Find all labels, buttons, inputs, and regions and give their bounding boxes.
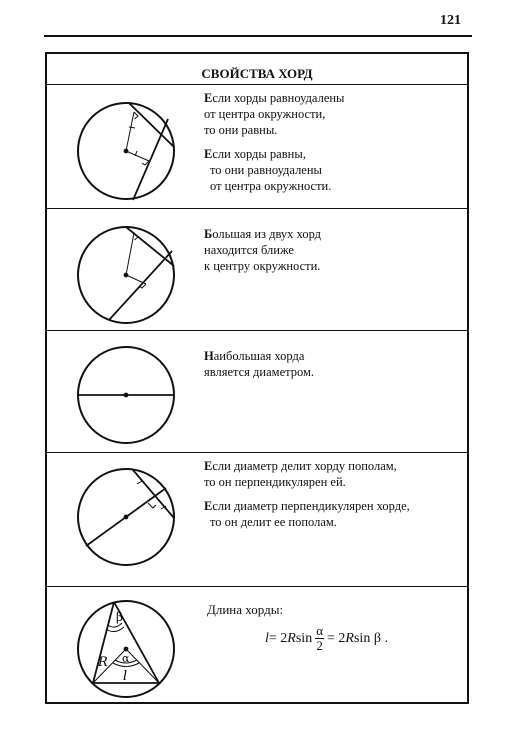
text-line: от центра окружности, (204, 107, 326, 121)
row2-paragraph1 (204, 226, 321, 274)
page-number: 121 (440, 13, 461, 28)
row-divider (47, 586, 467, 587)
row1-text (204, 90, 344, 202)
row-divider (47, 452, 467, 453)
text-line: сли хорды равны, (212, 147, 306, 161)
initial-letter: Е (204, 147, 213, 161)
formula-l: l (265, 630, 269, 646)
text-line: аибольшая хорда (213, 349, 305, 363)
row3-paragraph1 (204, 348, 314, 380)
formula-fraction (315, 624, 324, 653)
initial-letter: Б (204, 227, 213, 241)
chord-length-formula (265, 624, 388, 653)
row4-text (204, 458, 410, 538)
larger-chord-closer-figure (71, 220, 181, 330)
row3-text (204, 348, 314, 388)
formula-eq1: = 2 (268, 630, 288, 646)
equidistant-chords-figure (71, 96, 181, 206)
table-title: СВОЙСТВА ХОРД (201, 66, 313, 81)
text-line: сли хорды равноудалены (212, 91, 345, 105)
text-line: находится ближе (204, 243, 294, 257)
text-line: сли диаметр перпендикулярен хорде, (212, 499, 410, 513)
chord-length-label: Длина хорды: (207, 602, 284, 617)
chord-length-figure (71, 594, 181, 704)
text-line: то они равны. (204, 123, 278, 137)
row-divider (47, 330, 467, 331)
chord-properties-table (45, 52, 469, 704)
chord-label: l (123, 669, 128, 684)
row4-paragraph1 (204, 458, 410, 490)
title-divider (47, 84, 467, 85)
text-line: ольшая из двух хорд (212, 227, 322, 241)
header-rule (44, 35, 472, 37)
fraction-denominator: 2 (316, 638, 323, 653)
alpha-label: α (122, 652, 130, 665)
formula-eq2: = 2 (327, 630, 346, 646)
formula-sin1: sin (295, 630, 313, 646)
diameter-bisects-chord-figure (71, 462, 181, 572)
text-line: то он перпендикулярен ей. (204, 475, 346, 489)
text-line: то они равноудалены (210, 163, 322, 177)
formula-sin2: sin β . (353, 630, 388, 646)
initial-letter: Е (204, 459, 213, 473)
initial-letter: Е (204, 499, 213, 513)
row2-text (204, 226, 321, 282)
text-line: сли диаметр делит хорду пополам, (212, 459, 397, 473)
row-divider (47, 208, 467, 209)
beta-label: β (116, 610, 123, 624)
text-line: от центра окружности. (210, 179, 332, 193)
diameter-figure (71, 340, 181, 450)
initial-letter: Е (204, 91, 213, 105)
text-line: к центру окружности. (204, 259, 321, 273)
fraction-numerator: α (316, 623, 324, 638)
formula-R1: R (287, 630, 296, 646)
row1-paragraph1 (204, 90, 344, 138)
radius-label: R (98, 655, 108, 670)
initial-letter: Н (204, 349, 214, 363)
row4-paragraph2 (204, 498, 410, 530)
text-line: то он делит ее пополам. (210, 515, 337, 529)
formula-R2: R (345, 630, 354, 646)
row1-paragraph2 (204, 146, 344, 194)
text-line: является диаметром. (204, 365, 315, 379)
